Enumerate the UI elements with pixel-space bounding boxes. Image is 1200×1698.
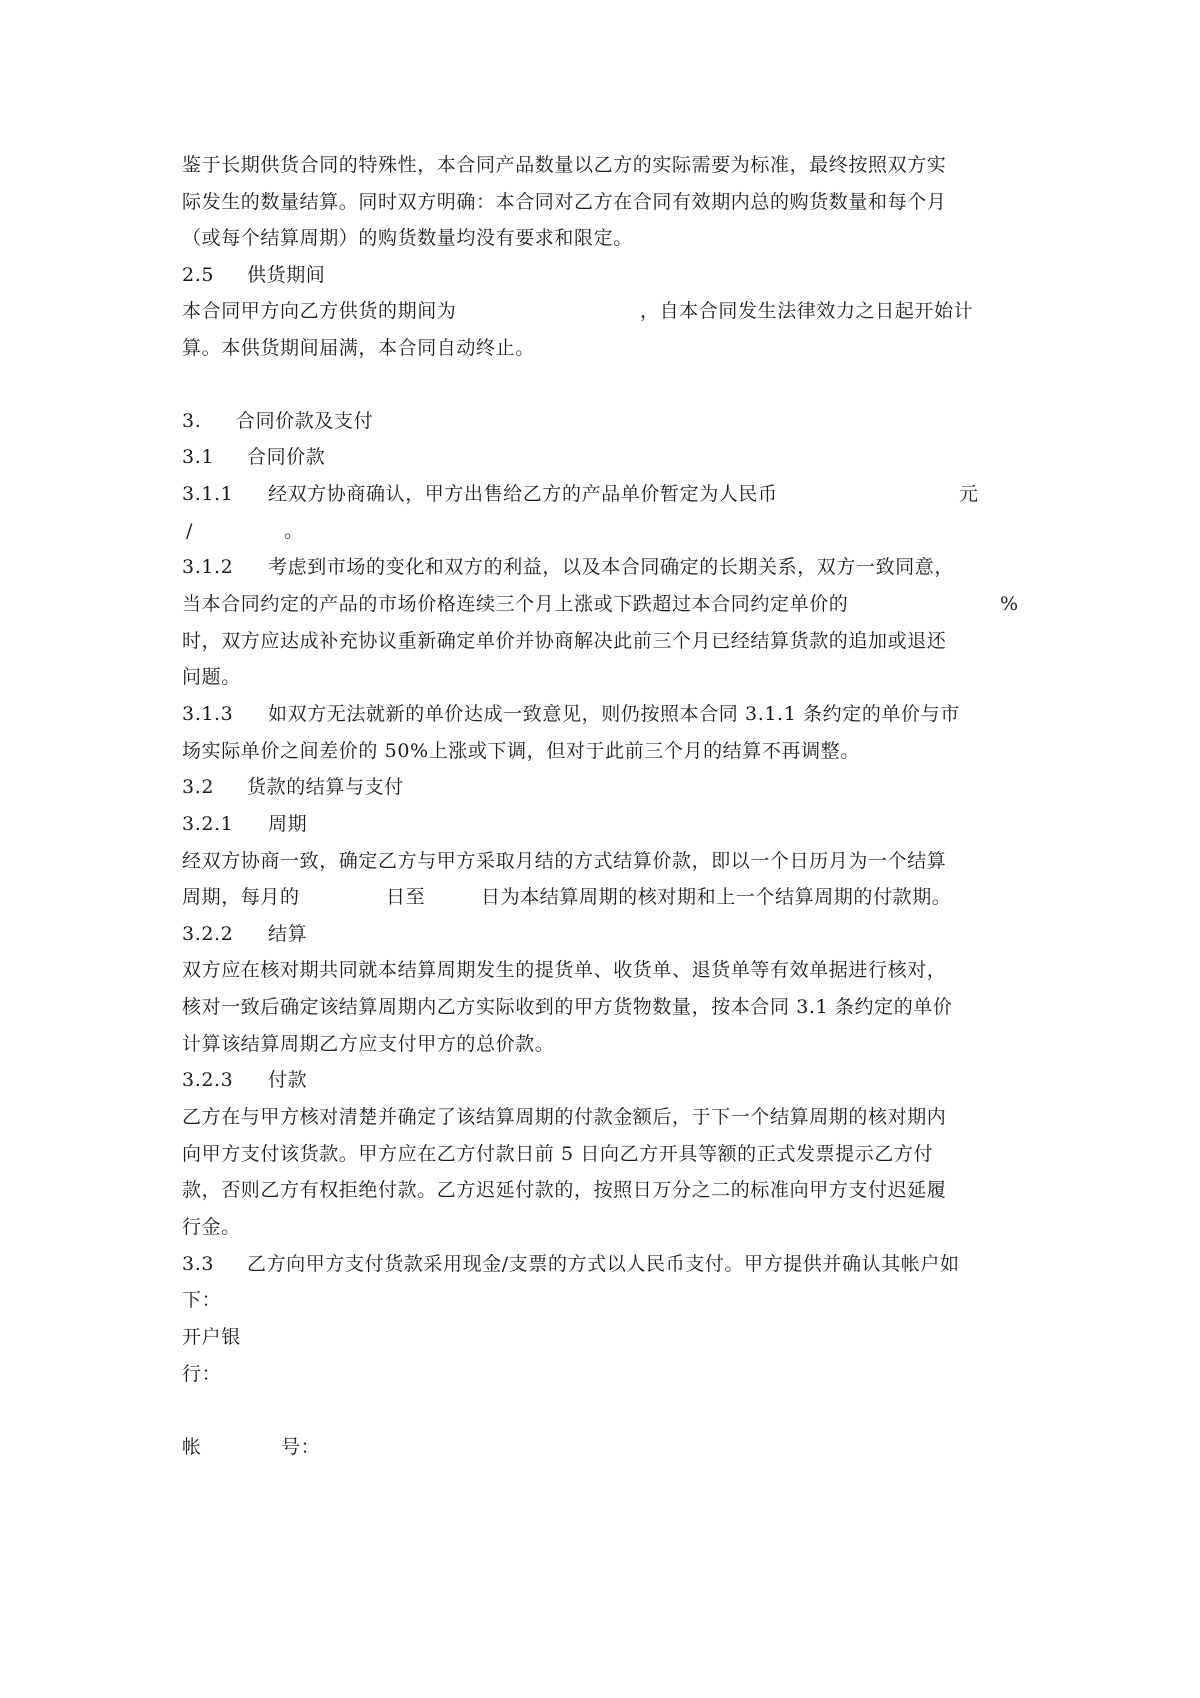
section-number: 3.2.3 (182, 1069, 234, 1091)
paragraph-line: 乙方在与甲方核对清楚并确定了该结算周期的付款金额后，于下一个结算周期的核对期内 (182, 1106, 947, 1128)
paragraph-line: 鉴于长期供货合同的特殊性，本合同产品数量以乙方的实际需要为标准，最终按照双方实 (182, 154, 947, 176)
section-title: 合同价款及支付 (236, 410, 374, 432)
section-title: 周期 (268, 813, 308, 835)
paragraph-line: 际发生的数量结算。同时双方明确：本合同对乙方在合同有效期内总的购货数量和每个月 (182, 191, 947, 213)
paragraph-line: 下： (182, 1289, 222, 1311)
section-number: 3.2.2 (182, 923, 234, 945)
section-number: 3. (182, 410, 202, 432)
paragraph-line: 场实际单价之间差价的 50%上涨或下调，但对于此前三个月的结算不再调整。 (182, 740, 860, 762)
paragraph-line: 时，双方应达成补充协议重新确定单价并协商解决此前三个月已经结算货款的追加或退还 (182, 630, 947, 652)
bank-label: 行： (182, 1363, 222, 1385)
bank-label: 开户银 (182, 1326, 241, 1348)
section-number: 3.1.3 (182, 703, 234, 725)
section-title: 付款 (268, 1069, 308, 1091)
paragraph-line: 双方应在核对期共同就本结算周期发生的提货单、收货单、退货单等有效单据进行核对， (182, 959, 947, 981)
section-number: 3.2 (182, 776, 215, 798)
paragraph-line: 计算该结算周期乙方应支付甲方的总价款。 (182, 1033, 555, 1055)
paragraph-line: 款，否则乙方有权拒绝付款。乙方迟延付款的，按照日万分之二的标准向甲方支付迟延履 (182, 1179, 947, 1201)
paragraph-line: 算。本供货期间届满，本合同自动终止。 (182, 337, 535, 359)
section-number: 3.2.1 (182, 813, 234, 835)
paragraph-line: 核对一致后确定该结算周期内乙方实际收到的甲方货物数量，按本合同 3.1 条约定的单价 (182, 996, 953, 1018)
paragraph-line: 行金。 (182, 1216, 241, 1238)
section-title: 结算 (268, 923, 308, 945)
section-number: 3.1.2 (182, 556, 234, 578)
paragraph-line: 向甲方支付该货款。甲方应在乙方付款日前 5 日向乙方开具等额的正式发票提示乙方付 (182, 1143, 934, 1165)
section-number: 2.5 (182, 264, 215, 286)
section-number: 3.1 (182, 446, 215, 468)
section-number: 3.3 (182, 1253, 215, 1275)
section-title: 合同价款 (247, 446, 326, 468)
document-page: 鉴于长期供货合同的特殊性，本合同产品数量以乙方的实际需要为标准，最终按照双方实 际发生的数量结算。同时双方明确：本合同对乙方在合同有效期内总的购货数量和每个月 （或每个结算周期）的购货数量均没有要求和限定。 2.5 供货期间 本合同甲方向乙方供货的期间为 ，自本合同发生法律效力之日起开始计 算。本供货期间届满，本合同自动终止。 3. 合同价款及支付 3.1 合同价款 3.1.1 经双方协商确认，甲方出售给乙方的产品单价暂定为人民币 元 / 。 3.1.2 考虑到市场的变化和双方的利益，以及本合同确定的长期关系，双方一致同意， 当本合同约定的产品的市场价格连续三个月上涨或下跌超过本合同约定单价的 % 时，双方应达成补充协议重新确定单价并协商解决此前三个月已经结算货款的追加或退还 问题。 3.1.3 如双方无法就新的单价达成一致意见，则仍按照本合同 3.1.1 条约定的单价与市 场实际单价之间差价的 50%上涨或下调，但对于此前三个月的结算不再调整。 3.2 货款的结算与支付 3.2.1 周期 经双方协商一致，确定乙方与甲方采取月结的方式结算价款，即以一个日历月为一个结算 周期，每月的 日至 日为本结算周期的核对期和上一个结算周期的付款期。 3.2.2 结算 双方应在核对期共同就本结算周期发生的提货单、收货单、退货单等有效单据进行核对， 核对一致后确定该结算周期内乙方实际收到的甲方货物数量，按本合同 3.1 条约定的单价 计算该结算周期乙方应支付甲方的总价款。 3.2.3 付款 乙方在与甲方核对清楚并确定了该结算周期的付款金额后，于下一个结算周期的核对期内 向甲方支付该货款。甲方应在乙方付款日前 5 日向乙方开具等额的正式发票提示乙方付 款，否则乙方有权拒绝付款。乙方迟延付款的，按照日万分之二的标准向甲方支付迟延履 行金。 3.3 乙方向甲方支付货款采用现金/支票的方式以人民币支付。甲方提供并确认其帐户如 下： 开户银 行： 帐 号： (0, 0, 1200, 1698)
paragraph-line: 经双方协商一致，确定乙方与甲方采取月结的方式结算价款，即以一个日历月为一个结算 (182, 850, 947, 872)
section-number: 3.1.1 (182, 483, 234, 505)
paragraph-line: 问题。 (182, 666, 241, 688)
section-title: 供货期间 (247, 264, 326, 286)
section-title: 货款的结算与支付 (247, 776, 404, 798)
paragraph-line: （或每个结算周期）的购货数量均没有要求和限定。 (182, 227, 633, 249)
